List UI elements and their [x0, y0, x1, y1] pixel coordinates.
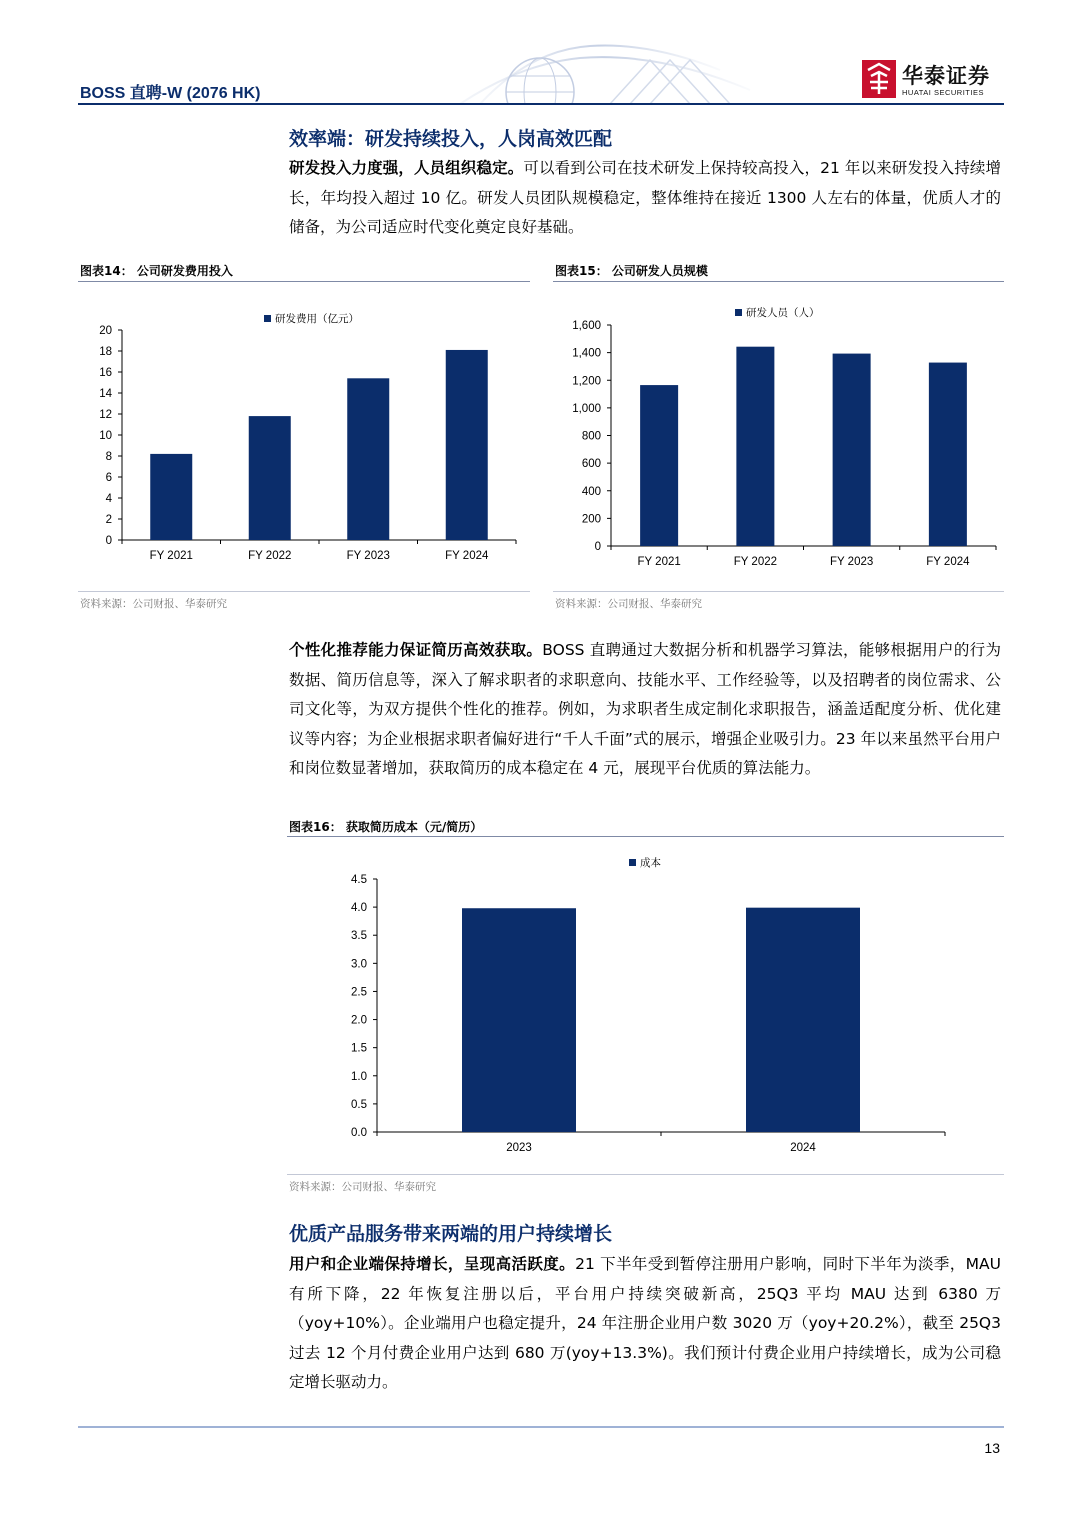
rd-expense-bar-chart — [78, 300, 530, 580]
y-tick-label: 2.5 — [351, 986, 367, 999]
y-tick-label: 1.5 — [351, 1042, 367, 1055]
bar-fy-2024 — [446, 350, 488, 540]
logo-english-name: HUATAI SECURITIES — [902, 88, 984, 97]
x-tick-label: FY 2024 — [445, 550, 489, 562]
bar-fy-2023 — [347, 378, 389, 540]
y-tick-label: 400 — [581, 485, 601, 498]
bar-fy-2021 — [150, 454, 192, 540]
bar-2024 — [746, 908, 860, 1132]
y-tick-label: 4.0 — [351, 902, 367, 915]
footer-divider — [78, 1426, 1004, 1428]
fig15-bottom-rule — [553, 591, 1004, 592]
y-tick-label: 18 — [99, 346, 112, 358]
x-tick-label: FY 2022 — [248, 550, 292, 562]
y-tick-label: 0.0 — [351, 1127, 367, 1139]
fig15-source: 资料来源：公司财报、华泰研究 — [555, 598, 702, 610]
huatai-logo — [862, 60, 1002, 100]
y-tick-label: 1,200 — [572, 375, 601, 388]
legend-label: 成本 — [640, 857, 661, 869]
paragraph-lead: 用户和企业端保持增长，呈现高活跃度。 — [289, 1255, 576, 1273]
legend-label: 研发费用（亿元） — [275, 313, 359, 325]
legend-swatch — [629, 859, 636, 866]
paragraph-personalized-recommendation — [289, 636, 1001, 784]
section-title-efficiency: 效率端：研发持续投入，人岗高效匹配 — [289, 128, 613, 150]
y-tick-label: 0 — [594, 541, 601, 553]
huatai-logo-icon — [862, 60, 896, 98]
y-tick-label: 6 — [105, 472, 112, 484]
x-tick-label: FY 2021 — [637, 556, 681, 568]
fig16-title: 图表16： 获取简历成本（元/简历） — [289, 820, 483, 834]
legend-label: 研发人员（人） — [746, 307, 820, 319]
paragraph-lead: 研发投入力度强，人员组织稳定。 — [289, 159, 524, 177]
bar-fy-2022 — [249, 416, 291, 540]
bar-fy-2022 — [736, 347, 774, 546]
paragraph-body: 21 下半年受到暂停注册用户影响，同时下半年为淡季，MAU 有所下降，22 年恢复注册以后，平台用户持续突破新高，25Q3 平均 MAU 达到 6380 万（yoy+10%）。企业端用户也稳定提升，24 年注册企业用户数 3020 万（yoy+20.2%），截至 25Q3 过去 12 个月付费企业用户达到 680 万(yoy+13.3%)。我们预计付费企业用户持续增长，成为公司稳定增长驱动力。 — [289, 1255, 1001, 1391]
fig16-bottom-rule — [287, 1174, 1004, 1175]
x-tick-label: FY 2022 — [733, 556, 778, 568]
y-tick-label: 1,600 — [572, 320, 601, 332]
fig14-bottom-rule — [78, 591, 530, 592]
y-tick-label: 0.5 — [351, 1098, 367, 1111]
paragraph-user-growth — [289, 1250, 1001, 1398]
paragraph-body: BOSS 直聘通过大数据分析和机器学习算法，能够根据用户的行为数据、简历信息等，深入了解求职者的求职意向、技能水平、工作经验等，以及招聘者的岗位需求、公司文化等，为双方提供个性化的推荐。例如，为求职者生成定制化求职报告，涵盖适配度分析、优化建议等内容；为企业根据求职者偏好进行“千人千面”式的展示，增强企业吸引力。23 年以来虽然平台用户和岗位数显著增加，获取简历的成本稳定在 4 元，展现平台优质的算法能力。 — [289, 641, 1001, 777]
legend-swatch — [735, 309, 742, 316]
page-number: 13 — [984, 1440, 1000, 1456]
y-tick-label: 3.0 — [351, 958, 367, 971]
y-tick-label: 1,400 — [572, 347, 601, 360]
x-tick-label: 2023 — [506, 1142, 532, 1154]
y-tick-label: 10 — [99, 430, 112, 442]
logo-chinese-name: 华泰证券 — [902, 64, 990, 88]
globe-decoration-icon — [420, 40, 760, 104]
report-header-title: BOSS 直聘-W (2076 HK) — [80, 85, 261, 102]
rd-staff-bar-chart — [553, 300, 1004, 580]
bar-fy-2023 — [833, 354, 871, 546]
fig15-title: 图表15： 公司研发人员规模 — [555, 264, 708, 278]
y-tick-label: 4 — [105, 493, 112, 505]
bar-fy-2024 — [929, 363, 967, 546]
bar-fy-2021 — [640, 385, 678, 546]
y-tick-label: 2 — [105, 514, 112, 526]
bar-2023 — [462, 908, 576, 1132]
fig16-top-rule — [287, 836, 1004, 837]
y-tick-label: 2.0 — [351, 1014, 367, 1027]
x-tick-label: 2024 — [790, 1142, 816, 1154]
header-divider — [78, 103, 1004, 105]
y-tick-label: 1.0 — [351, 1070, 367, 1083]
section-title-user-growth: 优质产品服务带来两端的用户持续增长 — [289, 1223, 613, 1245]
y-tick-label: 800 — [581, 430, 601, 443]
fig16-source: 资料来源：公司财报、华泰研究 — [289, 1181, 436, 1193]
y-tick-label: 600 — [581, 458, 601, 471]
fig14-top-rule — [78, 281, 530, 282]
paragraph-body: 可以看到公司在技术研发上保持较高投入，21 年以来研发投入持续增长，年均投入超过 10 亿。研发人员团队规模稳定，整体维持在接近 1300 人左右的体量，优质人才的储备，为公司适应时代变化奠定良好基础。 — [289, 159, 1001, 236]
y-tick-label: 0 — [105, 535, 112, 547]
y-tick-label: 16 — [99, 367, 112, 379]
y-tick-label: 8 — [105, 451, 112, 463]
y-tick-label: 20 — [99, 325, 112, 337]
y-tick-label: 4.5 — [351, 874, 367, 886]
y-tick-label: 3.5 — [351, 930, 367, 943]
paragraph-lead: 个性化推荐能力保证简历高效获取。 — [289, 641, 543, 659]
fig15-top-rule — [553, 281, 1004, 282]
x-tick-label: FY 2021 — [149, 550, 193, 562]
x-tick-label: FY 2024 — [926, 556, 970, 568]
y-tick-label: 14 — [99, 388, 112, 400]
x-tick-label: FY 2023 — [346, 550, 390, 562]
y-tick-label: 1,000 — [572, 402, 601, 415]
y-tick-label: 12 — [99, 409, 112, 421]
resume-cost-bar-chart — [287, 852, 1004, 1164]
fig14-source: 资料来源：公司财报、华泰研究 — [80, 598, 227, 610]
x-tick-label: FY 2023 — [829, 556, 874, 568]
y-tick-label: 200 — [581, 513, 601, 526]
fig14-title: 图表14： 公司研发费用投入 — [80, 264, 233, 278]
paragraph-rd-investment — [289, 154, 1001, 243]
legend-swatch — [264, 315, 271, 322]
